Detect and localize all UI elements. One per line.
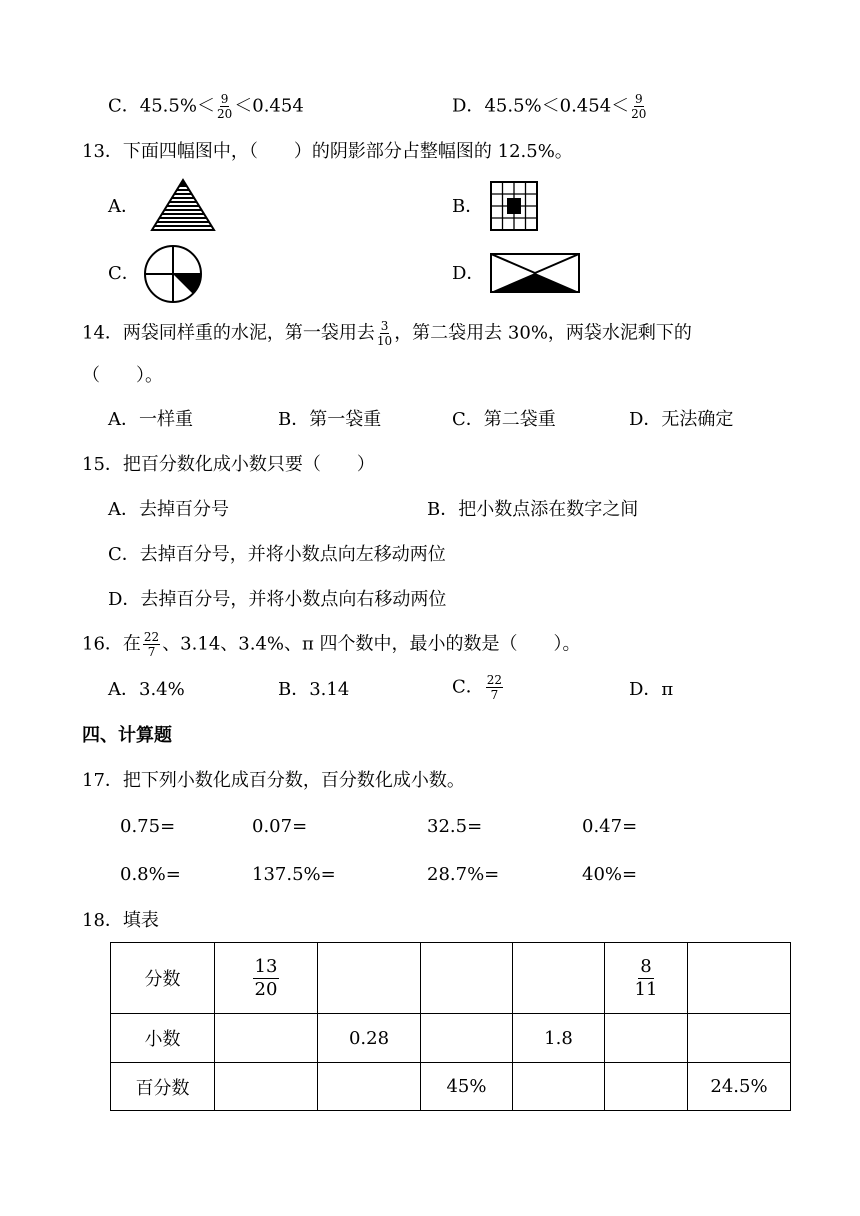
table-cell[interactable] xyxy=(605,1014,688,1063)
table-cell[interactable]: 24.5% xyxy=(688,1063,791,1111)
table-cell[interactable]: 1.8 xyxy=(513,1014,605,1063)
cell-fraction xyxy=(253,955,280,1000)
fraction-denominator: 20 xyxy=(216,107,233,121)
fraction-numerator: 3 xyxy=(380,319,389,333)
fraction-denominator: 20 xyxy=(254,978,278,1000)
table-cell[interactable] xyxy=(215,943,318,1014)
q17-item[interactable]: 40%= xyxy=(582,864,638,885)
q12-option-c-text2: ＜0.454 xyxy=(234,95,304,117)
table-cell[interactable] xyxy=(605,943,688,1014)
table-cell[interactable] xyxy=(215,1014,318,1063)
table-cell[interactable] xyxy=(318,1063,421,1111)
circle-sector-figure[interactable] xyxy=(143,244,203,304)
q13-option-c-label[interactable]: C． xyxy=(108,263,140,284)
q15-option-b[interactable]: B．把小数点添在数字之间 xyxy=(427,499,639,520)
q12-option-d-text1: 45.5%＜0.454＜ xyxy=(484,95,630,117)
table-row xyxy=(111,943,791,1014)
cell-fraction xyxy=(634,955,658,1000)
q13-option-b-label[interactable]: B． xyxy=(452,196,484,217)
row-label-decimal: 小数 xyxy=(111,1014,215,1063)
section-heading: 四、计算题 xyxy=(82,725,172,746)
triangle-stripes-figure[interactable] xyxy=(150,178,216,232)
fraction-denominator: 7 xyxy=(147,645,156,659)
q17-item[interactable]: 0.07= xyxy=(252,816,308,837)
fraction-denominator: 20 xyxy=(631,107,647,121)
q13-option-a-label[interactable]: A． xyxy=(108,196,139,217)
q12-option-d[interactable] xyxy=(452,93,648,120)
table-cell[interactable] xyxy=(688,943,791,1014)
row-label-fraction: 分数 xyxy=(111,943,215,1014)
fraction-denominator: 7 xyxy=(490,688,499,702)
q14-option-d[interactable]: D．无法确定 xyxy=(629,409,734,430)
table-row xyxy=(111,1063,791,1111)
fraction-numerator: 9 xyxy=(634,92,643,106)
q12-option-d-letter: D． xyxy=(452,95,485,117)
q15-option-a[interactable]: A．去掉百分号 xyxy=(108,499,229,520)
q16-stem-fraction xyxy=(143,631,160,658)
fraction-numerator: 9 xyxy=(220,92,229,106)
q16-stem-text1: 16．在 xyxy=(82,633,141,655)
q15-stem: 15．把百分数化成小数只要（ ） xyxy=(82,454,375,475)
q12-option-c-fraction xyxy=(217,93,232,120)
q12-option-c-text1: 45.5%＜ xyxy=(139,95,215,117)
rectangle-triangle-figure[interactable] xyxy=(490,253,580,293)
table-cell[interactable]: 45% xyxy=(421,1063,513,1111)
q13-option-d-label[interactable]: D． xyxy=(452,263,485,284)
q14-stem-text1: 14．两袋同样重的水泥，第一袋用去 xyxy=(82,322,375,344)
q18-stem: 18．填表 xyxy=(82,910,159,931)
q17-item[interactable]: 0.47= xyxy=(582,816,638,837)
table-cell[interactable] xyxy=(513,1063,605,1111)
q16-stem-text2: 、3.14、3.4%、π 四个数中，最小的数是（ ）。 xyxy=(162,633,581,655)
row-label-percent: 百分数 xyxy=(111,1063,215,1111)
q17-item[interactable]: 137.5%= xyxy=(252,864,336,885)
q14-stem-fraction xyxy=(377,320,392,347)
table-cell[interactable] xyxy=(605,1063,688,1111)
q15-option-c[interactable]: C．去掉百分号，并将小数点向左移动两位 xyxy=(108,544,446,565)
q16-option-c-letter: C． xyxy=(452,676,484,698)
q16-stem xyxy=(82,631,581,658)
table-cell[interactable] xyxy=(688,1014,791,1063)
q14-stem-line2: （ ）。 xyxy=(82,365,163,386)
grid-square-figure[interactable] xyxy=(490,181,538,231)
fraction-numerator: 8 xyxy=(640,955,652,977)
fraction-numerator: 22 xyxy=(486,673,503,687)
fill-in-table xyxy=(110,942,791,1111)
fraction-numerator: 22 xyxy=(143,630,160,644)
q15-option-d[interactable]: D．去掉百分号，并将小数点向右移动两位 xyxy=(108,589,447,610)
fraction-denominator: 10 xyxy=(376,334,393,348)
q17-item[interactable]: 0.8%= xyxy=(120,864,181,885)
fraction-denominator: 11 xyxy=(634,978,658,1000)
q14-stem xyxy=(82,320,692,347)
table-cell[interactable] xyxy=(421,943,513,1014)
table-cell[interactable] xyxy=(215,1063,318,1111)
q17-item[interactable]: 32.5= xyxy=(427,816,483,837)
q16-option-c-fraction xyxy=(486,674,503,701)
q16-option-a[interactable]: A．3.4% xyxy=(108,679,185,700)
q12-option-d-fraction xyxy=(631,93,646,120)
q17-stem: 17．把下列小数化成百分数，百分数化成小数。 xyxy=(82,770,465,791)
q14-option-c[interactable]: C．第二袋重 xyxy=(452,409,556,430)
q16-option-d[interactable]: D．π xyxy=(629,679,674,700)
q14-stem-text2: ，第二袋用去 30%，两袋水泥剩下的 xyxy=(394,322,692,344)
q14-option-a[interactable]: A．一样重 xyxy=(108,409,193,430)
q12-option-c-letter: C． xyxy=(108,95,140,117)
q12-option-c[interactable] xyxy=(108,93,304,120)
q14-option-b[interactable]: B．第一袋重 xyxy=(278,409,382,430)
table-cell[interactable] xyxy=(421,1014,513,1063)
fraction-numerator: 13 xyxy=(254,955,278,977)
q16-option-b[interactable]: B．3.14 xyxy=(278,679,350,700)
table-cell[interactable] xyxy=(318,943,421,1014)
q17-item[interactable]: 0.75= xyxy=(120,816,176,837)
table-cell[interactable] xyxy=(513,943,605,1014)
q13-stem: 13．下面四幅图中，（ ）的阴影部分占整幅图的 12.5%。 xyxy=(82,141,573,162)
table-row xyxy=(111,1014,791,1063)
q17-item[interactable]: 28.7%= xyxy=(427,864,500,885)
q16-option-c[interactable] xyxy=(452,674,505,701)
table-cell[interactable]: 0.28 xyxy=(318,1014,421,1063)
